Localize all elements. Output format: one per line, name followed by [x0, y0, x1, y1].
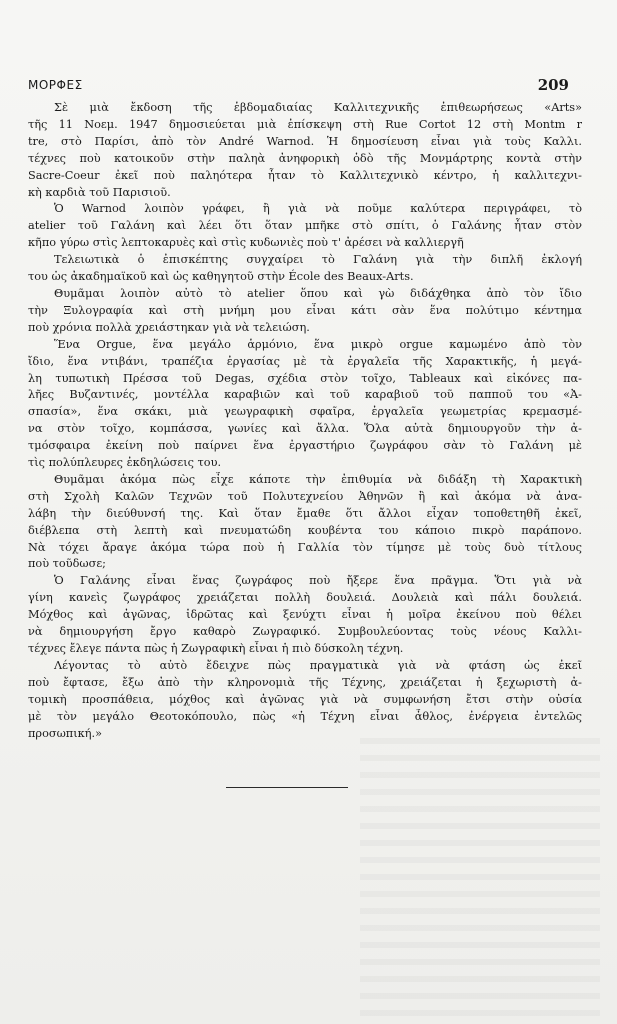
paragraph — [28, 100, 582, 201]
text-line: Λέγοντας τὸ αὐτὸ ἔδειχνε πὼς πραγματικὰ γιὰ νὰ φτάση ὡς ἐκεῖ — [54, 658, 582, 672]
text-line: tre, στὸ Παρίσι, ἀπὸ τὸν André Warnod. Ἡ δημοσίευση εἶναι γιὰ τοὺς Καλλι. — [28, 134, 582, 148]
text-line: Θυμᾶμαι ἀκόμα πὼς εἶχε κάποτε τὴν ἐπιθυμία νὰ διδάξη τὴ Χαρακτικὴ — [54, 472, 582, 486]
text-line: κῆπο γύρω στὶς λεπτοκαρυὲς καὶ στὶς κυδωνιὲς ποὺ τ' ἀρέσει νὰ καλλιεργῆ — [28, 236, 464, 250]
text-line: Ὁ Warnod λοιπὸν γράφει, ἢ γιὰ νὰ ποῦμε καλύτερα περιγράφει, τὸ — [54, 202, 582, 216]
text-line: Νὰ τόχει ἄραγε ἀκόμα τώρα ποὺ ἡ Γαλλία τὸν τίμησε μὲ τοὺς δυὸ τίτλους — [28, 540, 582, 554]
reverse-side-bleed — [360, 738, 600, 1018]
text-line: τὶς πολύπλευρες ἐκδηλώσεις του. — [28, 456, 222, 470]
text-line: λη τυπωτικὴ Πρέσσα τοῦ Degas, σχέδια στὸν τοῖχο, Tableaux καὶ εἰκόνες πα- — [28, 371, 582, 385]
text-line: Τελειωτικὰ ὁ ἐπισκέπτης συγχαίρει τὸ Γαλάνη γιὰ τὴν διπλῆ ἐκλογή — [54, 253, 582, 267]
text-line: ποὺ χρόνια πολλὰ χρειάστηκαν γιὰ νὰ τελειώση. — [28, 320, 310, 334]
paragraph — [28, 252, 582, 286]
text-line: γίνη κανεὶς ζωγράφος χρειάζεται πολλὴ δουλειά. Δουλειὰ καὶ πάλι δουλειά. — [28, 591, 582, 605]
text-line: κὴ καρδιὰ τοῦ Παρισιοῦ. — [28, 185, 171, 199]
text-line: atelier τοῦ Γαλάνη καὶ λέει ὅτι ὅταν μπῆκε στὸ σπίτι, ὁ Γαλάνης ἦταν στὸν — [28, 219, 582, 233]
text-line: λάβη τὴν διεύθυνσή της. Καὶ ὅταν ἔμαθε ὅτι ἄλλοι εἶχαν τοποθετηθῆ ἐκεῖ, — [28, 506, 582, 520]
running-title: ΜΟΡΦΕΣ — [28, 78, 83, 92]
text-line: μὲ τὸν μεγάλο Θεοτοκόπουλο, πὼς «ἡ Τέχνη εἶναι ἆθλος, ἐνέργεια ἐντελῶς — [28, 709, 582, 723]
text-line: ποὺ ἔφτασε, ἔξω ἀπὸ τὴν κληρονομιὰ τῆς Τέχνης, χρειάζεται ἡ ξεχωριστὴ ἀ- — [28, 675, 582, 689]
text-line: σπασία», ἕνα σκάκι, μιὰ γεωγραφικὴ σφαῖρα, ἐργαλεῖα γεωμετρίας κρεμασμέ- — [28, 405, 582, 419]
text-line: τέχνες ἔλεγε πάντα πὼς ἡ Ζωγραφικὴ εἶναι ἡ πιὸ δύσκολη τέχνη. — [28, 642, 404, 655]
paragraph — [28, 573, 582, 658]
paragraph — [28, 286, 582, 337]
page-header — [28, 76, 569, 96]
text-line: στὴ Σχολὴ Καλῶν Τεχνῶν τοῦ Πολυτεχνείου Ἀθηνῶν ἢ καὶ ἀκόμα νὰ ἀνα- — [28, 489, 582, 503]
text-line: τομικὴ προσπάθεια, μόχθος καὶ ἀγῶνας γιὰ νὰ συμφωνήση ἔτσι στὴν οὐσία — [28, 692, 582, 706]
text-line: νὰ δημιουργήση ἔργο καθαρὸ Ζωγραφικό. Συμβουλεύοντας τοὺς νέους Καλλι- — [28, 625, 582, 639]
paragraph — [28, 337, 582, 472]
text-line: Ἕνα Orgue, ἕνα μεγάλο ἁρμόνιο, ἕνα μικρὸ orgue καμωμένο ἀπὸ τὸν — [54, 337, 582, 351]
text-line: τῆς 11 Νοεμ. 1947 δημοσιεύεται μιὰ ἐπίσκεψη στὴ Rue Cortot 12 στὴ Montm r — [28, 117, 582, 131]
text-line: τέχνες ποὺ κατοικοῦν στὴν παληὰ ἀνηφορικὴ ὁδὸ τῆς Μονμάρτρης κοντὰ στὴν — [28, 151, 582, 165]
text-line: Sacre-Coeur ἐκεῖ ποὺ παληότερα ἦταν τὸ Καλλιτεχνικὸ κέντρο, ἡ καλλιτεχνι- — [28, 168, 582, 182]
text-line: ἴδιο, ἕνα ντιβάνι, τραπέζια ἐργασίας μὲ τὰ ἐργαλεῖα τῆς Χαρακτικῆς, ἡ μεγά- — [28, 354, 582, 368]
page-number: 209 — [537, 76, 569, 94]
text-line: Θυμᾶμαι λοιπὸν αὐτὸ τὸ atelier ὅπου καὶ γὼ διδάχθηκα ἀπὸ τὸν ἴδιο — [54, 286, 582, 300]
paragraph — [28, 472, 582, 573]
text-line: διέβλεπα στὴ λεπτὴ καὶ πνευματώδη κουβέντα του κάποιο πικρὸ παράπονο. — [28, 523, 582, 537]
article-body — [28, 100, 582, 742]
text-line: λῆες Βυζαντινές, μοντέλλα καραβιῶν καὶ τοῦ καραβιοῦ τοῦ παπποῦ του «Ἀ- — [28, 388, 582, 402]
text-line: του ὡς ἀκαδημαϊκοῦ καὶ ὡς καθηγητοῦ στὴν École des Beaux-Arts. — [28, 270, 414, 284]
text-line: τμόσφαιρα ἐκείνη ποὺ παίρνει ἕνα ἐργαστήριο ζωγράφου σὰν τὸ Γαλάνη μὲ — [28, 439, 582, 453]
text-line: τὴν Ξυλογραφία καὶ στὴ μνήμη μου εἶναι κάτι σὰν ἕνα πολύτιμο κέντημα — [28, 303, 582, 317]
section-end-rule — [226, 787, 348, 788]
text-line: ποὺ τοῦδωσε; — [28, 557, 106, 571]
text-line: προσωπική.» — [28, 726, 102, 740]
text-line: Σὲ μιὰ ἔκδοση τῆς ἑβδομαδιαίας Καλλιτεχνικῆς ἐπιθεωρήσεως «Arts» — [54, 101, 582, 114]
text-line: Μόχθος καὶ ἀγῶνας, ἱδρῶτας καὶ ξενύχτι εἶναι ἡ μοῖρα ἐκείνου ποὺ θέλει — [28, 608, 582, 622]
paragraph — [28, 201, 582, 252]
paragraph — [28, 658, 582, 743]
text-line: Ὁ Γαλάνης εἶναι ἕνας ζωγράφος ποὺ ἤξερε ἕνα πρᾶγμα. Ὅτι γιὰ νὰ — [54, 574, 582, 588]
text-line: να στὸν τοῖχο, κομπάσσα, γωνίες καὶ ἄλλα. Ὅλα αὐτὰ δημιουργοῦν τὴν ἀ- — [28, 422, 582, 436]
